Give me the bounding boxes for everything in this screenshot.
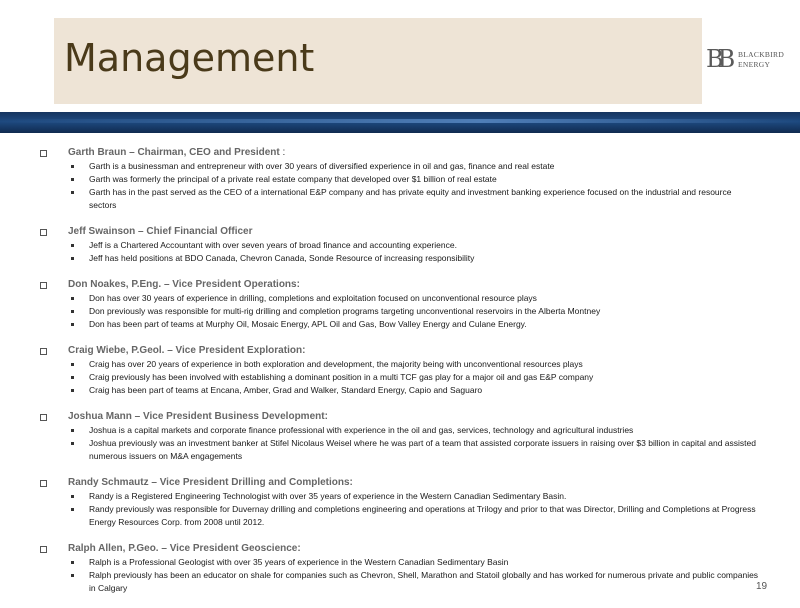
bullet-list <box>40 556 760 595</box>
bullet-icon <box>71 376 74 379</box>
management-list <box>40 146 760 608</box>
logo-line-2: ENERGY <box>738 60 771 69</box>
person-name-title: Jeff Swainson – Chief Financial Officer <box>68 226 253 237</box>
bullet-icon <box>71 165 74 168</box>
company-logo <box>706 45 796 74</box>
logo-text <box>738 50 784 70</box>
section-heading <box>40 410 760 424</box>
title-box <box>54 18 702 104</box>
person-name-title: Garth Braun – Chairman, CEO and President <box>68 147 283 158</box>
list-item <box>40 305 760 318</box>
bullet-text: Ralph is a Professional Geologist with over 35 years of experience in the Western Canadian Sedimentary Basin <box>89 557 509 567</box>
bullet-text: Ralph previously has been an educator on shale for companies such as Chevron, Shell, Marathon and Statoil globally and has worked for numerous private and public companies in Calgary <box>89 570 759 593</box>
bullet-text: Garth has in the past served as the CEO of a international E&P company and has private equity and investment banking experience focused on the industrial and resource sectors <box>89 187 732 210</box>
list-item <box>40 239 760 252</box>
section-heading <box>40 542 760 556</box>
bullet-icon <box>71 508 74 511</box>
list-item <box>40 318 760 331</box>
square-bullet-icon <box>40 150 47 157</box>
page-number: 19 <box>756 581 768 592</box>
list-item <box>40 371 760 384</box>
bullet-text: Joshua is a capital markets and corporate finance professional with experience in the oil and gas, services, technology and agricultural industries <box>89 425 634 435</box>
list-item <box>40 252 760 265</box>
list-item <box>40 424 760 437</box>
square-bullet-icon <box>40 480 47 487</box>
bullet-icon <box>71 442 74 445</box>
square-bullet-icon <box>40 229 47 236</box>
logo-mark: BB <box>706 45 730 73</box>
bullet-icon <box>71 257 74 260</box>
logo-line-1: BLACKBIRD <box>738 50 785 59</box>
bullet-icon <box>71 178 74 181</box>
bullet-text: Garth was formerly the principal of a private real estate company that developed over $1 billion of real estate <box>89 174 497 184</box>
bullet-list <box>40 160 760 212</box>
bullet-list <box>40 292 760 331</box>
square-bullet-icon <box>40 282 47 289</box>
management-section <box>40 344 760 397</box>
bullet-text: Craig has over 20 years of experience in both exploration and development, the majority being with unconventional resources plays <box>89 359 583 369</box>
list-item <box>40 173 760 186</box>
bullet-list <box>40 490 760 529</box>
list-item <box>40 186 760 212</box>
bullet-icon <box>71 389 74 392</box>
section-heading <box>40 278 760 292</box>
square-bullet-icon <box>40 546 47 553</box>
square-bullet-icon <box>40 348 47 355</box>
bullet-text: Randy previously was responsible for Duvernay drilling and completions engineering and operations at Trilogy and prior to that was Director, Drilling and Completions at Progress Energy Resources Corp. from 2008 until 2012. <box>89 504 756 527</box>
bullet-icon <box>71 323 74 326</box>
bullet-text: Don previously was responsible for multi-rig drilling and completion programs targeting unconventional reservoirs in the Alberta Montney <box>89 306 601 316</box>
list-item <box>40 384 760 397</box>
bullet-text: Don has over 30 years of experience in drilling, completions and exploitation focused on unconventional resource plays <box>89 293 537 303</box>
section-heading <box>40 225 760 239</box>
section-heading <box>40 146 760 160</box>
bullet-text: Randy is a Registered Engineering Technologist with over 35 years of experience in the Western Canadian Sedimentary Basin. <box>89 491 567 501</box>
section-heading <box>40 476 760 490</box>
management-section <box>40 146 760 212</box>
page-title: Management <box>64 36 315 80</box>
list-item <box>40 437 760 463</box>
management-section <box>40 278 760 331</box>
bullet-icon <box>71 561 74 564</box>
bullet-icon <box>71 495 74 498</box>
bullet-text: Jeff is a Chartered Accountant with over seven years of broad finance and accounting experience. <box>89 240 457 250</box>
header-band-highlight <box>0 119 800 123</box>
person-name-title: Randy Schmautz – Vice President Drilling and Completions: <box>68 477 353 488</box>
management-section <box>40 410 760 463</box>
list-item <box>40 358 760 371</box>
bullet-icon <box>71 363 74 366</box>
bullet-text: Jeff has held positions at BDO Canada, Chevron Canada, Sonde Resource of increasing responsibility <box>89 253 475 263</box>
management-section <box>40 476 760 529</box>
section-heading <box>40 344 760 358</box>
list-item <box>40 490 760 503</box>
bullet-icon <box>71 297 74 300</box>
list-item <box>40 569 760 595</box>
bullet-icon <box>71 244 74 247</box>
bullet-icon <box>71 574 74 577</box>
square-bullet-icon <box>40 414 47 421</box>
person-name-title: Joshua Mann – Vice President Business Development: <box>68 411 328 422</box>
list-item <box>40 160 760 173</box>
list-item <box>40 292 760 305</box>
list-item <box>40 556 760 569</box>
person-name-title: Ralph Allen, P.Geo. – Vice President Geoscience: <box>68 543 301 554</box>
bullet-text: Craig has been part of teams at Encana, Amber, Grad and Walker, Standard Energy, Capio and Saguaro <box>89 385 483 395</box>
bullet-icon <box>71 429 74 432</box>
bullet-text: Don has been part of teams at Murphy Oil, Mosaic Energy, APL Oil and Gas, Bow Valley Energy and Culane Energy. <box>89 319 527 329</box>
bullet-list <box>40 424 760 463</box>
list-item <box>40 503 760 529</box>
bullet-list <box>40 358 760 397</box>
bullet-text: Joshua previously was an investment banker at Stifel Nicolaus Weisel where he was part of a team that assisted corporate issuers in raising over $3 billion in capital and assisted numerous issuers on M&A engagements <box>89 438 756 461</box>
bullet-text: Garth is a businessman and entrepreneur with over 30 years of diversified experience in oil and gas, finance and real estate <box>89 161 555 171</box>
management-section <box>40 542 760 595</box>
bullet-text: Craig previously has been involved with establishing a dominant position in a multi TCF gas play for a major oil and gas E&P company <box>89 372 594 382</box>
management-section <box>40 225 760 265</box>
person-name-title: Craig Wiebe, P.Geol. – Vice President Exploration: <box>68 345 306 356</box>
bullet-list <box>40 239 760 265</box>
bullet-icon <box>71 191 74 194</box>
person-name-title: Don Noakes, P.Eng. – Vice President Operations: <box>68 279 300 290</box>
heading-tail: : <box>282 147 286 158</box>
bullet-icon <box>71 310 74 313</box>
